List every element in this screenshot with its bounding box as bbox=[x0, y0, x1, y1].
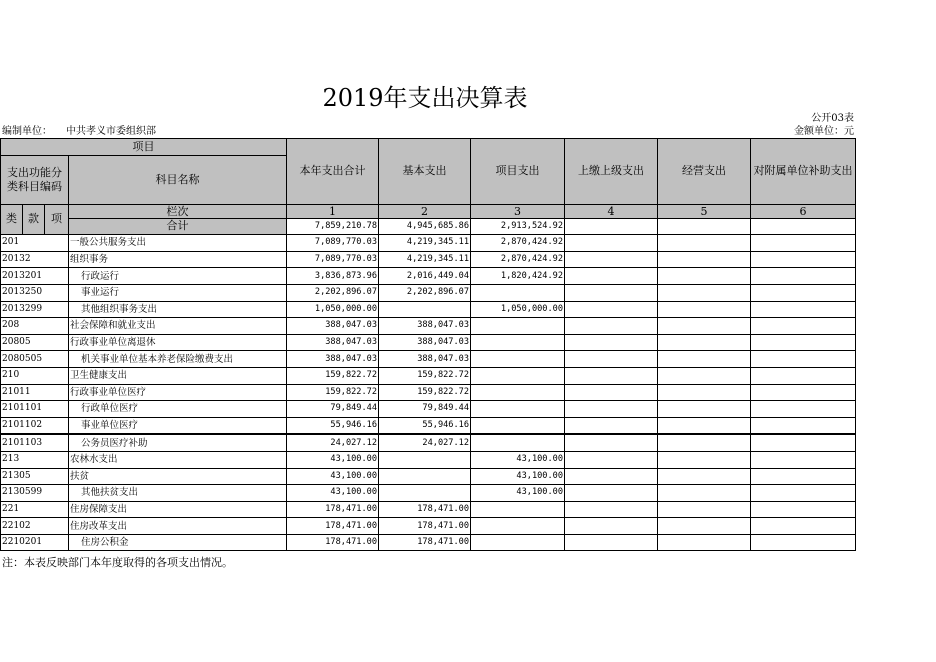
row-business bbox=[658, 485, 751, 502]
row-upper bbox=[565, 367, 658, 384]
header-func-code: 支出功能分类科目编码 bbox=[1, 155, 69, 204]
row-subject-name: 其他扶贫支出 bbox=[69, 485, 287, 502]
table-row bbox=[1, 367, 856, 384]
table-row bbox=[1, 318, 856, 335]
row-subsidy bbox=[751, 351, 856, 368]
compiling-unit bbox=[2, 126, 156, 138]
row-code: 210 bbox=[1, 367, 69, 384]
row-business bbox=[658, 401, 751, 418]
row-subject-name: 扶贫 bbox=[69, 468, 287, 485]
basic-sum: 4,945,685.86 bbox=[379, 218, 471, 235]
row-upper bbox=[565, 351, 658, 368]
business-sum bbox=[658, 218, 751, 235]
row-code: 20132 bbox=[1, 251, 69, 268]
row-subsidy bbox=[751, 485, 856, 502]
row-total: 388,047.03 bbox=[287, 351, 379, 368]
row-project bbox=[471, 401, 565, 418]
row-basic bbox=[379, 451, 471, 468]
row-business bbox=[658, 301, 751, 318]
row-business bbox=[658, 434, 751, 451]
amount-unit: 金额单位：元 bbox=[794, 126, 854, 137]
row-project: 43,100.00 bbox=[471, 468, 565, 485]
row-subsidy bbox=[751, 318, 856, 335]
row-total: 178,471.00 bbox=[287, 518, 379, 535]
row-upper bbox=[565, 251, 658, 268]
header-col-seq: 栏次 bbox=[69, 204, 287, 218]
footnote: 注：本表反映部门本年度取得的各项支出情况。 bbox=[2, 556, 233, 569]
subsidy-sum bbox=[751, 218, 856, 235]
row-total: 43,100.00 bbox=[287, 485, 379, 502]
header-basic: 基本支出 bbox=[379, 139, 471, 205]
row-subsidy bbox=[751, 301, 856, 318]
row-project bbox=[471, 434, 565, 451]
form-number: 公开03表 bbox=[811, 113, 854, 124]
row-subsidy bbox=[751, 451, 856, 468]
col-num: 5 bbox=[658, 204, 751, 218]
row-subject-name: 事业运行 bbox=[69, 284, 287, 301]
row-basic: 4,219,345.11 bbox=[379, 235, 471, 252]
row-basic: 159,822.72 bbox=[379, 384, 471, 401]
row-subject-name: 一般公共服务支出 bbox=[69, 235, 287, 252]
row-basic: 2,202,896.07 bbox=[379, 284, 471, 301]
table-row bbox=[1, 384, 856, 401]
row-basic: 388,047.03 bbox=[379, 318, 471, 335]
row-subsidy bbox=[751, 251, 856, 268]
row-subsidy bbox=[751, 334, 856, 351]
row-upper bbox=[565, 318, 658, 335]
row-project bbox=[471, 334, 565, 351]
row-subject-name: 公务员医疗补助 bbox=[69, 434, 287, 451]
row-total: 7,089,770.03 bbox=[287, 235, 379, 252]
row-basic: 4,219,345.11 bbox=[379, 251, 471, 268]
row-subject-name: 组织事务 bbox=[69, 251, 287, 268]
row-code: 21011 bbox=[1, 384, 69, 401]
row-total: 7,089,770.03 bbox=[287, 251, 379, 268]
row-total: 178,471.00 bbox=[287, 501, 379, 518]
row-project bbox=[471, 417, 565, 434]
row-basic: 24,027.12 bbox=[379, 434, 471, 451]
row-upper bbox=[565, 534, 658, 551]
row-code: 2080505 bbox=[1, 351, 69, 368]
row-upper bbox=[565, 401, 658, 418]
row-project bbox=[471, 367, 565, 384]
row-project: 1,050,000.00 bbox=[471, 301, 565, 318]
col-num: 3 bbox=[471, 204, 565, 218]
row-code: 2101102 bbox=[1, 417, 69, 434]
row-upper bbox=[565, 384, 658, 401]
row-subject-name: 事业单位医疗 bbox=[69, 417, 287, 434]
row-business bbox=[658, 318, 751, 335]
row-upper bbox=[565, 334, 658, 351]
row-upper bbox=[565, 417, 658, 434]
header-lei: 类 bbox=[1, 204, 23, 235]
row-subject-name: 其他组织事务支出 bbox=[69, 301, 287, 318]
row-upper bbox=[565, 518, 658, 535]
row-code: 2101103 bbox=[1, 434, 69, 451]
header-item: 项目 bbox=[1, 139, 287, 156]
col-num: 2 bbox=[379, 204, 471, 218]
row-project bbox=[471, 534, 565, 551]
table-row bbox=[1, 284, 856, 301]
table-row bbox=[1, 268, 856, 285]
row-code: 201 bbox=[1, 235, 69, 252]
row-subsidy bbox=[751, 268, 856, 285]
header-upper: 上缴上级支出 bbox=[565, 139, 658, 205]
table-row bbox=[1, 301, 856, 318]
row-code: 2013299 bbox=[1, 301, 69, 318]
row-basic: 388,047.03 bbox=[379, 351, 471, 368]
row-upper bbox=[565, 485, 658, 502]
row-project bbox=[471, 318, 565, 335]
row-project: 1,820,424.92 bbox=[471, 268, 565, 285]
header-subsidy: 对附属单位补助支出 bbox=[751, 139, 856, 205]
header-kuan: 款 bbox=[23, 204, 45, 235]
row-business bbox=[658, 251, 751, 268]
row-code: 21305 bbox=[1, 468, 69, 485]
row-total: 388,047.03 bbox=[287, 318, 379, 335]
row-project bbox=[471, 351, 565, 368]
row-basic: 178,471.00 bbox=[379, 534, 471, 551]
row-upper bbox=[565, 268, 658, 285]
table-row bbox=[1, 468, 856, 485]
row-upper bbox=[565, 501, 658, 518]
row-basic: 2,016,449.04 bbox=[379, 268, 471, 285]
row-basic: 178,471.00 bbox=[379, 518, 471, 535]
row-code: 213 bbox=[1, 451, 69, 468]
row-subsidy bbox=[751, 235, 856, 252]
row-upper bbox=[565, 434, 658, 451]
row-total: 55,946.16 bbox=[287, 417, 379, 434]
row-project: 43,100.00 bbox=[471, 451, 565, 468]
table-row bbox=[1, 451, 856, 468]
header-business: 经营支出 bbox=[658, 139, 751, 205]
row-basic: 178,471.00 bbox=[379, 501, 471, 518]
row-subsidy bbox=[751, 401, 856, 418]
row-project bbox=[471, 518, 565, 535]
table-row bbox=[1, 351, 856, 368]
row-basic: 55,946.16 bbox=[379, 417, 471, 434]
row-total: 24,027.12 bbox=[287, 434, 379, 451]
row-subject-name: 农林水支出 bbox=[69, 451, 287, 468]
row-code: 221 bbox=[1, 501, 69, 518]
table-row bbox=[1, 534, 856, 551]
row-total: 159,822.72 bbox=[287, 384, 379, 401]
compiling-unit-label: 编制单位： bbox=[2, 126, 52, 137]
row-code: 2013250 bbox=[1, 284, 69, 301]
total-sum: 7,859,210.78 bbox=[287, 218, 379, 235]
row-business bbox=[658, 451, 751, 468]
row-basic bbox=[379, 468, 471, 485]
row-business bbox=[658, 417, 751, 434]
header-total: 本年支出合计 bbox=[287, 139, 379, 205]
row-subsidy bbox=[751, 367, 856, 384]
col-num: 1 bbox=[287, 204, 379, 218]
header-heji: 合计 bbox=[69, 218, 287, 235]
col-num: 6 bbox=[751, 204, 856, 218]
page-title: 2019年支出决算表 bbox=[322, 84, 528, 112]
row-project bbox=[471, 384, 565, 401]
row-code: 208 bbox=[1, 318, 69, 335]
row-total: 178,471.00 bbox=[287, 534, 379, 551]
row-total: 159,822.72 bbox=[287, 367, 379, 384]
row-subject-name: 住房公积金 bbox=[69, 534, 287, 551]
row-business bbox=[658, 268, 751, 285]
row-code: 2101101 bbox=[1, 401, 69, 418]
row-subsidy bbox=[751, 284, 856, 301]
table-row bbox=[1, 518, 856, 535]
table-row bbox=[1, 434, 856, 451]
row-business bbox=[658, 235, 751, 252]
row-total: 43,100.00 bbox=[287, 451, 379, 468]
compiling-unit-name: 中共孝义市委组织部 bbox=[66, 126, 156, 137]
row-business bbox=[658, 334, 751, 351]
table-row bbox=[1, 417, 856, 434]
row-business bbox=[658, 518, 751, 535]
row-code: 20805 bbox=[1, 334, 69, 351]
header-project: 项目支出 bbox=[471, 139, 565, 205]
table-row bbox=[1, 485, 856, 502]
row-upper bbox=[565, 284, 658, 301]
row-subject-name: 行政单位医疗 bbox=[69, 401, 287, 418]
row-code: 2130599 bbox=[1, 485, 69, 502]
project-sum: 2,913,524.92 bbox=[471, 218, 565, 235]
row-upper bbox=[565, 235, 658, 252]
row-business bbox=[658, 534, 751, 551]
row-basic bbox=[379, 485, 471, 502]
row-project: 2,870,424.92 bbox=[471, 235, 565, 252]
row-subject-name: 行政事业单位医疗 bbox=[69, 384, 287, 401]
row-business bbox=[658, 367, 751, 384]
row-business bbox=[658, 384, 751, 401]
row-subsidy bbox=[751, 384, 856, 401]
table-row bbox=[1, 334, 856, 351]
row-subsidy bbox=[751, 534, 856, 551]
row-subsidy bbox=[751, 518, 856, 535]
row-total: 2,202,896.07 bbox=[287, 284, 379, 301]
row-total: 388,047.03 bbox=[287, 334, 379, 351]
row-total: 3,836,873.96 bbox=[287, 268, 379, 285]
row-business bbox=[658, 501, 751, 518]
table-row bbox=[1, 501, 856, 518]
header-subject: 科目名称 bbox=[69, 155, 287, 204]
upper-sum bbox=[565, 218, 658, 235]
row-project: 43,100.00 bbox=[471, 485, 565, 502]
row-subsidy bbox=[751, 468, 856, 485]
row-subject-name: 住房改革支出 bbox=[69, 518, 287, 535]
row-business bbox=[658, 351, 751, 368]
table-row bbox=[1, 401, 856, 418]
row-subject-name: 行政事业单位离退休 bbox=[69, 334, 287, 351]
row-subject-name: 行政运行 bbox=[69, 268, 287, 285]
row-project bbox=[471, 501, 565, 518]
row-upper bbox=[565, 451, 658, 468]
row-subsidy bbox=[751, 501, 856, 518]
col-num: 4 bbox=[565, 204, 658, 218]
expenditure-table bbox=[0, 138, 856, 551]
row-code: 2013201 bbox=[1, 268, 69, 285]
table-row bbox=[1, 235, 856, 252]
row-total: 1,050,000.00 bbox=[287, 301, 379, 318]
row-subject-name: 社会保障和就业支出 bbox=[69, 318, 287, 335]
row-basic: 79,849.44 bbox=[379, 401, 471, 418]
row-project bbox=[471, 284, 565, 301]
row-code: 22102 bbox=[1, 518, 69, 535]
row-upper bbox=[565, 301, 658, 318]
row-basic: 159,822.72 bbox=[379, 367, 471, 384]
row-subsidy bbox=[751, 417, 856, 434]
row-upper bbox=[565, 468, 658, 485]
header-xiang: 项 bbox=[45, 204, 69, 235]
row-subject-name: 住房保障支出 bbox=[69, 501, 287, 518]
row-business bbox=[658, 284, 751, 301]
row-subsidy bbox=[751, 434, 856, 451]
row-subject-name: 机关事业单位基本养老保险缴费支出 bbox=[69, 351, 287, 368]
table-row bbox=[1, 251, 856, 268]
row-total: 79,849.44 bbox=[287, 401, 379, 418]
row-business bbox=[658, 468, 751, 485]
row-project: 2,870,424.92 bbox=[471, 251, 565, 268]
row-total: 43,100.00 bbox=[287, 468, 379, 485]
row-basic: 388,047.03 bbox=[379, 334, 471, 351]
row-code: 2210201 bbox=[1, 534, 69, 551]
row-subject-name: 卫生健康支出 bbox=[69, 367, 287, 384]
row-basic bbox=[379, 301, 471, 318]
